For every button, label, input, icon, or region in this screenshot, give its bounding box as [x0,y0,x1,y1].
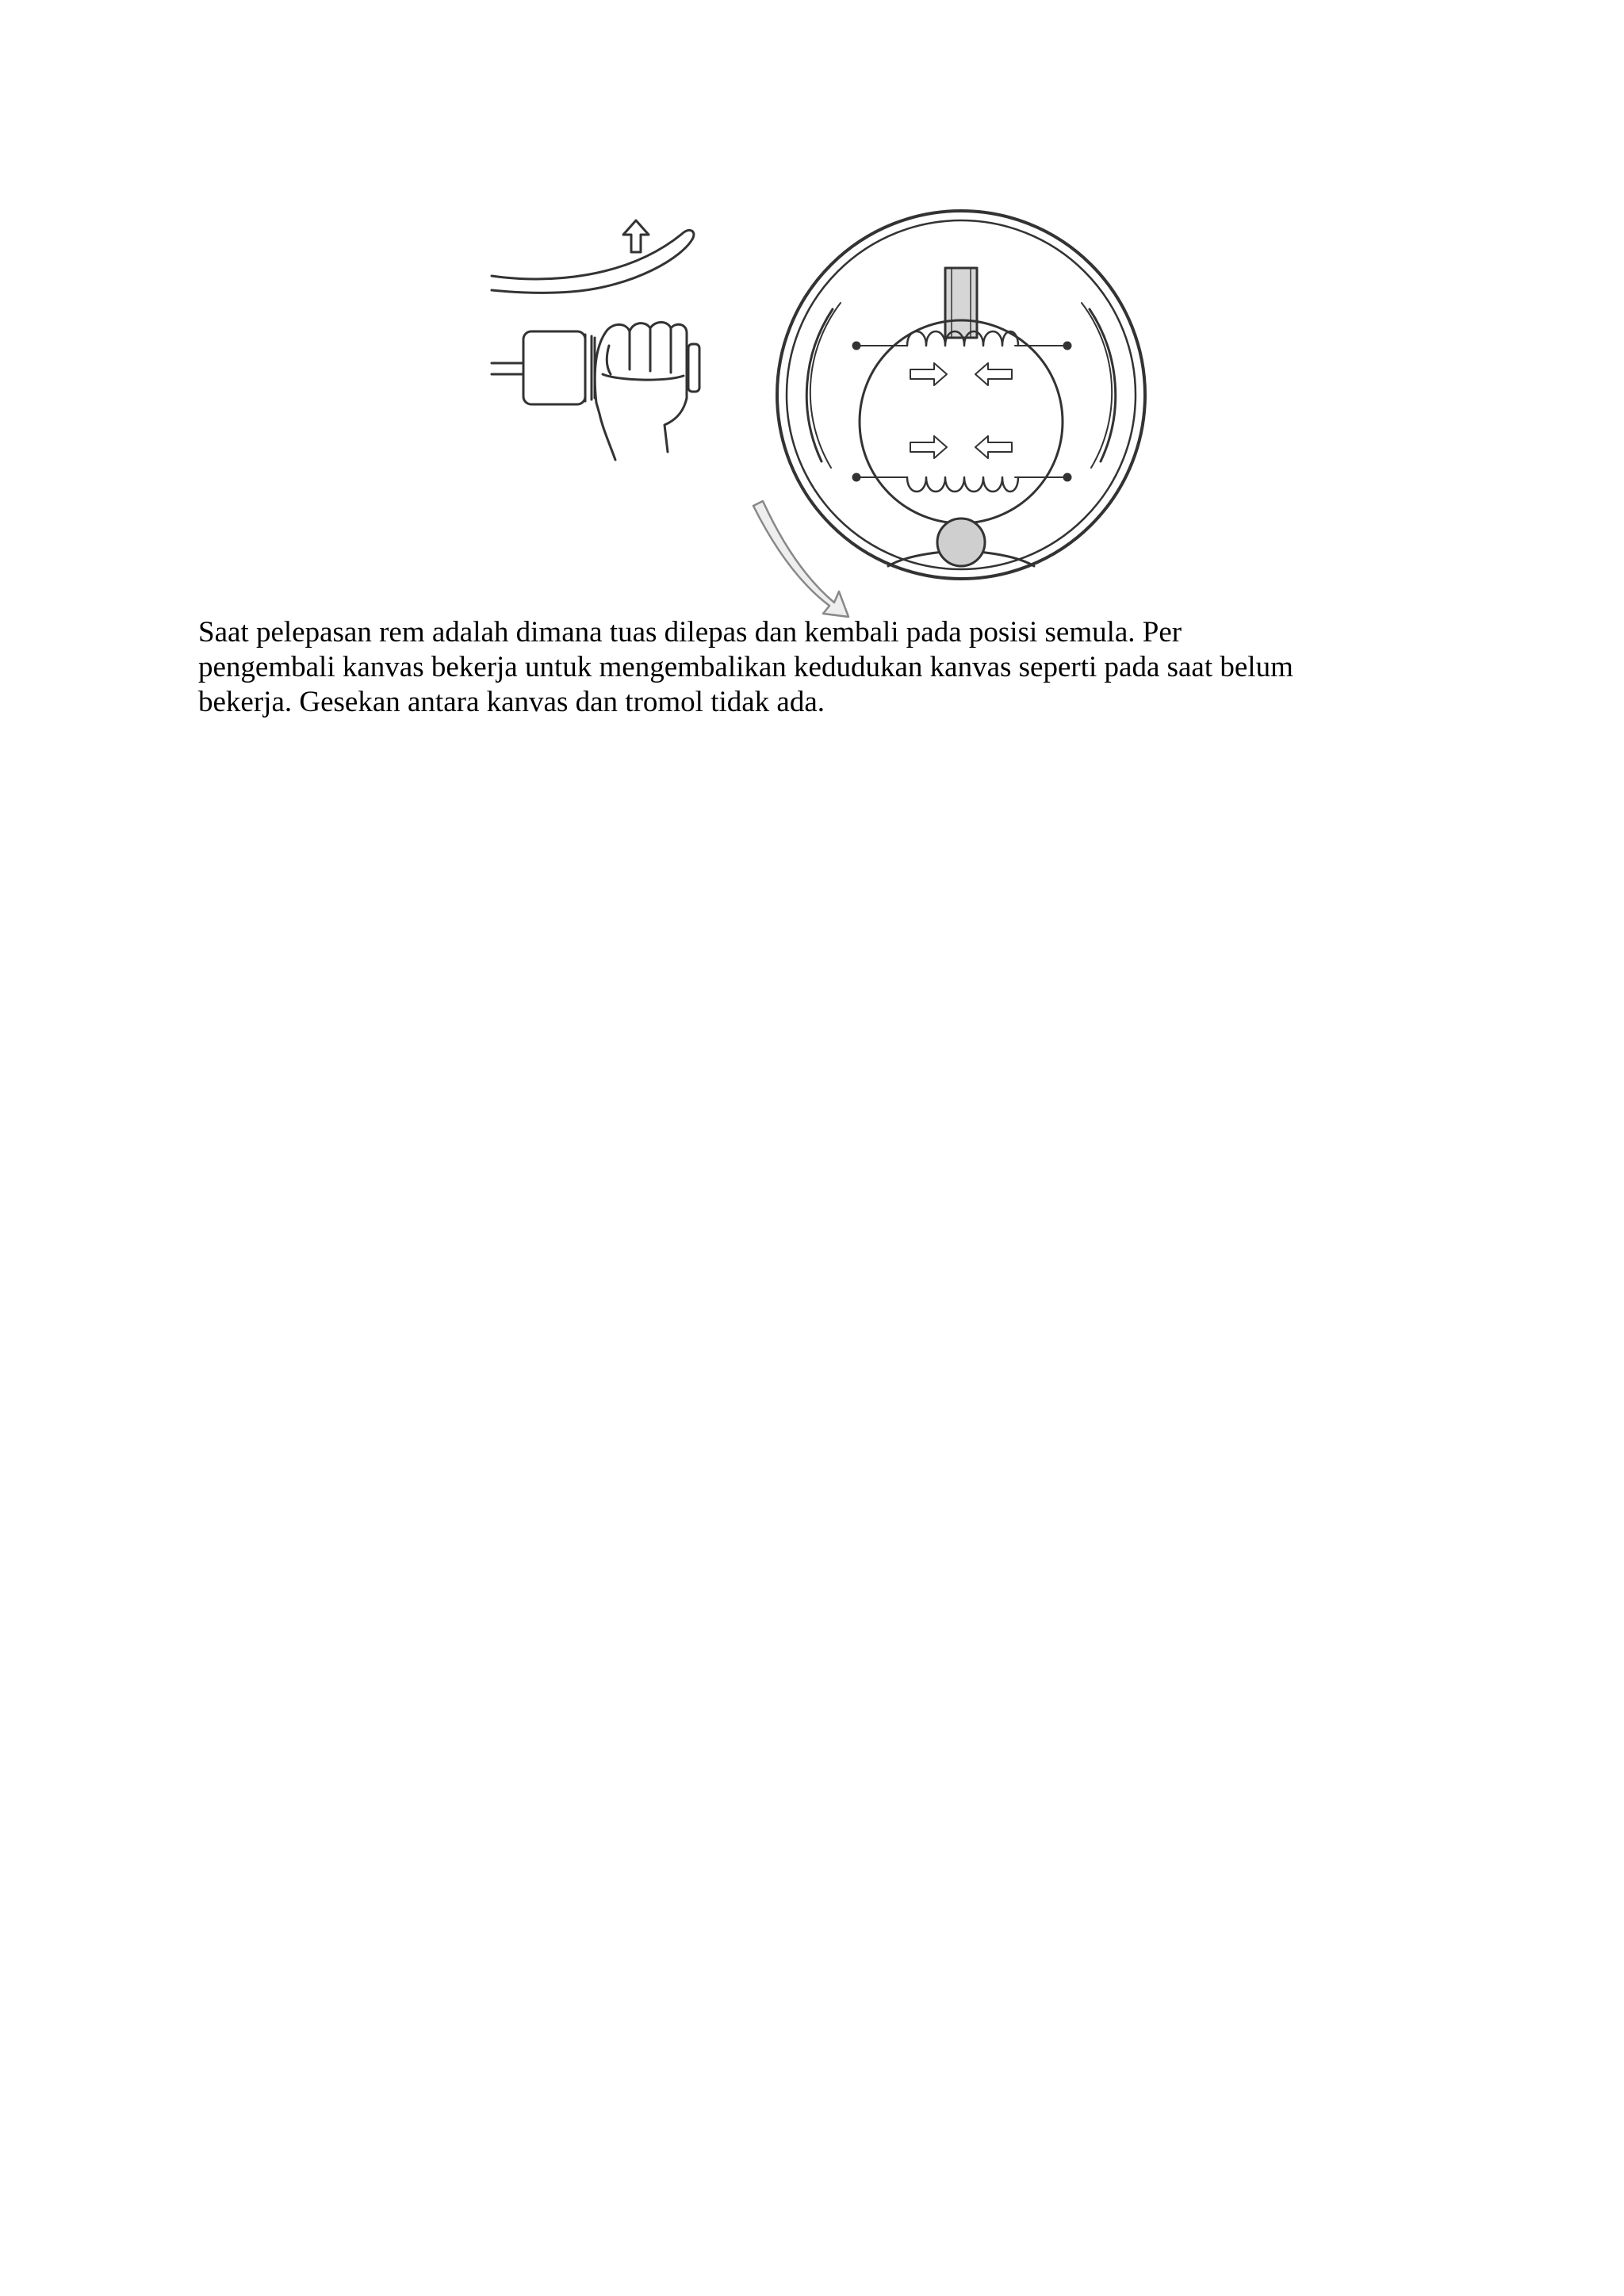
drum-brake-illustration [753,211,1145,617]
brake-release-figure [476,190,1158,618]
paragraph-line: Saat pelepasan rem adalah dimana tuas dilepas dan kembali pada posisi semula. Per [198,616,1182,649]
hand-lever-illustration [492,220,699,460]
body-paragraph [198,615,1467,720]
paragraph-line: pengembali kanvas bekerja untuk mengembalikan kedudukan kanvas seperti pada saat belum [198,651,1293,683]
paragraph-line: bekerja. Gesekan antara kanvas dan tromol tidak ada. [198,686,825,718]
